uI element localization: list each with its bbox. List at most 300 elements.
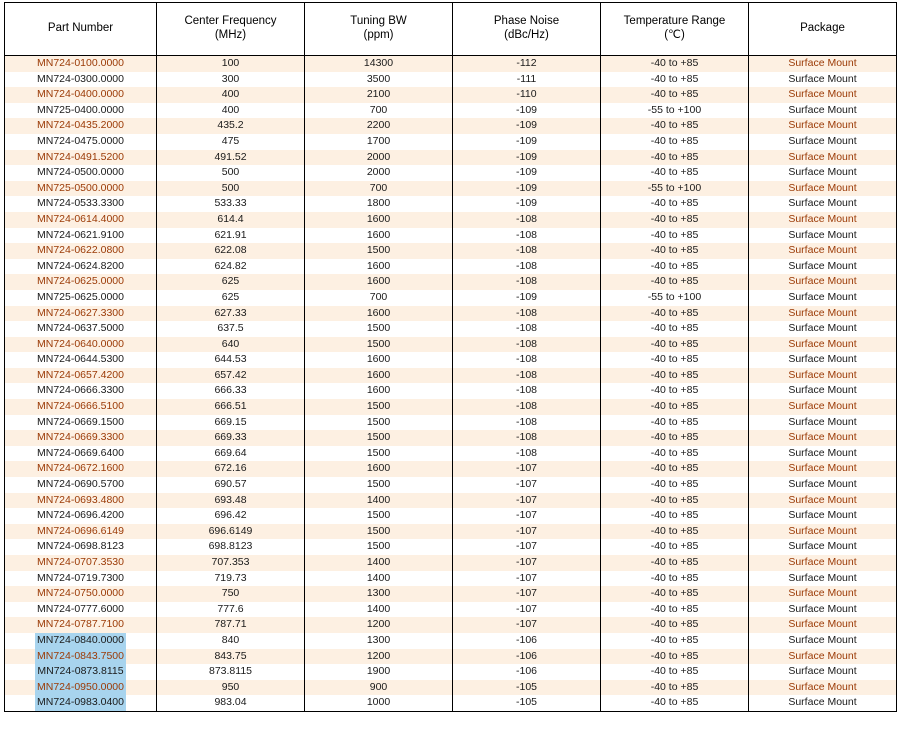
cell-temperature-range: -40 to +85 xyxy=(601,664,749,680)
cell-part-number: MN724-0400.0000 xyxy=(5,87,157,103)
table-row[interactable] xyxy=(5,555,897,571)
table-header-row xyxy=(5,3,897,56)
cell-tuning-bw: 3500 xyxy=(305,72,453,88)
table-row[interactable] xyxy=(5,399,897,415)
cell-center-frequency: 696.6149 xyxy=(157,524,305,540)
cell-tuning-bw: 1600 xyxy=(305,306,453,322)
cell-center-frequency: 669.15 xyxy=(157,415,305,431)
table-row[interactable] xyxy=(5,134,897,150)
cell-temperature-range: -40 to +85 xyxy=(601,196,749,212)
cell-temperature-range: -40 to +85 xyxy=(601,165,749,181)
cell-center-frequency: 669.33 xyxy=(157,430,305,446)
cell-package: Surface Mount xyxy=(749,664,897,680)
cell-package: Surface Mount xyxy=(749,383,897,399)
column-header-center-frequency-unit: (MHz) xyxy=(214,29,247,41)
table-row[interactable] xyxy=(5,602,897,618)
table-row[interactable] xyxy=(5,633,897,649)
table-row[interactable] xyxy=(5,477,897,493)
cell-phase-noise: -108 xyxy=(453,212,601,228)
cell-part-number: MN724-0300.0000 xyxy=(5,72,157,88)
cell-center-frequency: 622.08 xyxy=(157,243,305,259)
cell-phase-noise: -107 xyxy=(453,571,601,587)
cell-part-number: MN725-0400.0000 xyxy=(5,103,157,119)
cell-temperature-range: -55 to +100 xyxy=(601,290,749,306)
cell-temperature-range: -40 to +85 xyxy=(601,586,749,602)
cell-center-frequency: 625 xyxy=(157,274,305,290)
cell-part-number: MN724-0627.3300 xyxy=(5,306,157,322)
cell-package: Surface Mount xyxy=(749,524,897,540)
cell-phase-noise: -106 xyxy=(453,633,601,649)
cell-part-number: MN724-0707.3530 xyxy=(5,555,157,571)
cell-part-number xyxy=(5,664,157,680)
highlighted-part-number: MN724-0873.8115 xyxy=(35,664,125,680)
cell-phase-noise: -105 xyxy=(453,695,601,711)
table-row[interactable] xyxy=(5,539,897,555)
table-row[interactable] xyxy=(5,290,897,306)
column-header-tuning-bw-unit: (ppm) xyxy=(363,29,394,41)
cell-tuning-bw: 700 xyxy=(305,103,453,119)
cell-part-number xyxy=(5,649,157,665)
table-row[interactable] xyxy=(5,72,897,88)
table-row[interactable] xyxy=(5,212,897,228)
cell-phase-noise: -107 xyxy=(453,586,601,602)
column-header-phase-noise xyxy=(453,3,601,56)
cell-part-number: MN724-0696.4200 xyxy=(5,508,157,524)
table-row[interactable] xyxy=(5,430,897,446)
cell-tuning-bw: 2100 xyxy=(305,87,453,103)
cell-center-frequency: 300 xyxy=(157,72,305,88)
cell-center-frequency: 719.73 xyxy=(157,571,305,587)
cell-temperature-range: -40 to +85 xyxy=(601,306,749,322)
cell-temperature-range: -40 to +85 xyxy=(601,649,749,665)
cell-tuning-bw: 1500 xyxy=(305,524,453,540)
cell-tuning-bw: 1200 xyxy=(305,617,453,633)
cell-temperature-range: -40 to +85 xyxy=(601,337,749,353)
cell-temperature-range: -40 to +85 xyxy=(601,56,749,72)
table-row[interactable] xyxy=(5,321,897,337)
cell-temperature-range: -55 to +100 xyxy=(601,103,749,119)
cell-part-number: MN724-0640.0000 xyxy=(5,337,157,353)
table-row[interactable] xyxy=(5,664,897,680)
cell-center-frequency: 672.16 xyxy=(157,461,305,477)
cell-package: Surface Mount xyxy=(749,321,897,337)
cell-center-frequency: 873.8115 xyxy=(157,664,305,680)
cell-package: Surface Mount xyxy=(749,508,897,524)
cell-phase-noise: -109 xyxy=(453,290,601,306)
cell-part-number: MN725-0500.0000 xyxy=(5,181,157,197)
column-header-phase-noise-unit: (dBc/Hz) xyxy=(504,29,549,41)
cell-part-number: MN724-0475.0000 xyxy=(5,134,157,150)
cell-phase-noise: -109 xyxy=(453,165,601,181)
cell-temperature-range: -40 to +85 xyxy=(601,228,749,244)
table-row[interactable] xyxy=(5,243,897,259)
cell-tuning-bw: 1400 xyxy=(305,571,453,587)
cell-package: Surface Mount xyxy=(749,586,897,602)
table-row[interactable] xyxy=(5,680,897,696)
cell-part-number: MN724-0533.3300 xyxy=(5,196,157,212)
cell-phase-noise: -108 xyxy=(453,446,601,462)
cell-package: Surface Mount xyxy=(749,477,897,493)
cell-part-number: MN724-0787.7100 xyxy=(5,617,157,633)
cell-phase-noise: -107 xyxy=(453,493,601,509)
table-row[interactable] xyxy=(5,586,897,602)
cell-tuning-bw: 1500 xyxy=(305,321,453,337)
cell-phase-noise: -107 xyxy=(453,461,601,477)
cell-part-number: MN724-0666.5100 xyxy=(5,399,157,415)
cell-phase-noise: -108 xyxy=(453,306,601,322)
highlighted-part-number: MN724-0950.0000 xyxy=(35,680,126,696)
cell-temperature-range: -40 to +85 xyxy=(601,321,749,337)
cell-package: Surface Mount xyxy=(749,695,897,711)
cell-phase-noise: -107 xyxy=(453,555,601,571)
table-row[interactable] xyxy=(5,306,897,322)
cell-temperature-range: -40 to +85 xyxy=(601,352,749,368)
cell-phase-noise: -109 xyxy=(453,134,601,150)
cell-temperature-range: -40 to +85 xyxy=(601,368,749,384)
cell-package: Surface Mount xyxy=(749,290,897,306)
cell-tuning-bw: 1500 xyxy=(305,243,453,259)
cell-package: Surface Mount xyxy=(749,228,897,244)
cell-package: Surface Mount xyxy=(749,649,897,665)
table-row[interactable] xyxy=(5,649,897,665)
table-row[interactable] xyxy=(5,118,897,134)
cell-temperature-range: -40 to +85 xyxy=(601,539,749,555)
cell-tuning-bw: 2200 xyxy=(305,118,453,134)
cell-part-number: MN724-0500.0000 xyxy=(5,165,157,181)
table-row[interactable] xyxy=(5,196,897,212)
column-header-part-number xyxy=(5,3,157,56)
cell-package: Surface Mount xyxy=(749,446,897,462)
table-row[interactable] xyxy=(5,368,897,384)
table-row[interactable] xyxy=(5,461,897,477)
column-header-tuning-bw-title: Tuning BW xyxy=(350,15,407,28)
cell-tuning-bw: 1500 xyxy=(305,446,453,462)
cell-phase-noise: -106 xyxy=(453,664,601,680)
table-row[interactable] xyxy=(5,56,897,72)
cell-part-number: MN724-0100.0000 xyxy=(5,56,157,72)
cell-tuning-bw: 700 xyxy=(305,290,453,306)
cell-temperature-range: -40 to +85 xyxy=(601,87,749,103)
cell-phase-noise: -108 xyxy=(453,337,601,353)
cell-part-number xyxy=(5,695,157,711)
cell-package: Surface Mount xyxy=(749,617,897,633)
table-row[interactable] xyxy=(5,383,897,399)
cell-center-frequency: 400 xyxy=(157,103,305,119)
cell-package: Surface Mount xyxy=(749,87,897,103)
cell-part-number: MN724-0719.7300 xyxy=(5,571,157,587)
cell-phase-noise: -108 xyxy=(453,415,601,431)
column-header-package xyxy=(749,3,897,56)
table-row[interactable] xyxy=(5,150,897,166)
cell-part-number: MN724-0625.0000 xyxy=(5,274,157,290)
cell-part-number xyxy=(5,633,157,649)
cell-package: Surface Mount xyxy=(749,150,897,166)
cell-tuning-bw: 1500 xyxy=(305,415,453,431)
cell-package: Surface Mount xyxy=(749,493,897,509)
cell-tuning-bw: 2000 xyxy=(305,150,453,166)
cell-part-number: MN725-0625.0000 xyxy=(5,290,157,306)
cell-center-frequency: 843.75 xyxy=(157,649,305,665)
cell-tuning-bw: 1700 xyxy=(305,134,453,150)
cell-tuning-bw: 1600 xyxy=(305,352,453,368)
cell-package: Surface Mount xyxy=(749,368,897,384)
cell-tuning-bw: 1500 xyxy=(305,337,453,353)
cell-center-frequency: 698.8123 xyxy=(157,539,305,555)
cell-tuning-bw: 1400 xyxy=(305,602,453,618)
cell-center-frequency: 500 xyxy=(157,181,305,197)
column-header-package-title: Package xyxy=(800,22,845,35)
cell-tuning-bw: 1400 xyxy=(305,493,453,509)
cell-phase-noise: -110 xyxy=(453,87,601,103)
column-header-temperature-range-title: Temperature Range xyxy=(623,15,726,28)
cell-tuning-bw: 2000 xyxy=(305,165,453,181)
table-row[interactable] xyxy=(5,274,897,290)
cell-part-number xyxy=(5,680,157,696)
cell-package: Surface Mount xyxy=(749,415,897,431)
cell-part-number: MN724-0669.3300 xyxy=(5,430,157,446)
cell-package: Surface Mount xyxy=(749,118,897,134)
cell-phase-noise: -107 xyxy=(453,602,601,618)
cell-package: Surface Mount xyxy=(749,259,897,275)
cell-package: Surface Mount xyxy=(749,555,897,571)
cell-phase-noise: -108 xyxy=(453,383,601,399)
cell-package: Surface Mount xyxy=(749,72,897,88)
cell-package: Surface Mount xyxy=(749,337,897,353)
cell-part-number: MN724-0637.5000 xyxy=(5,321,157,337)
cell-temperature-range: -40 to +85 xyxy=(601,617,749,633)
cell-package: Surface Mount xyxy=(749,602,897,618)
cell-phase-noise: -107 xyxy=(453,524,601,540)
cell-tuning-bw: 1300 xyxy=(305,586,453,602)
cell-phase-noise: -107 xyxy=(453,539,601,555)
cell-phase-noise: -108 xyxy=(453,399,601,415)
cell-center-frequency: 475 xyxy=(157,134,305,150)
table-header xyxy=(5,3,897,56)
cell-part-number: MN724-0491.5200 xyxy=(5,150,157,166)
cell-temperature-range: -40 to +85 xyxy=(601,477,749,493)
cell-part-number: MN724-0690.5700 xyxy=(5,477,157,493)
column-header-phase-noise-title: Phase Noise xyxy=(493,15,560,28)
cell-tuning-bw: 1000 xyxy=(305,695,453,711)
cell-center-frequency: 750 xyxy=(157,586,305,602)
cell-part-number: MN724-0614.4000 xyxy=(5,212,157,228)
table-row[interactable] xyxy=(5,446,897,462)
cell-center-frequency: 777.6 xyxy=(157,602,305,618)
cell-package: Surface Mount xyxy=(749,633,897,649)
column-header-part-number-title: Part Number xyxy=(47,22,114,35)
cell-tuning-bw: 1800 xyxy=(305,196,453,212)
cell-center-frequency: 690.57 xyxy=(157,477,305,493)
cell-temperature-range: -40 to +85 xyxy=(601,383,749,399)
table-row[interactable] xyxy=(5,508,897,524)
cell-temperature-range: -40 to +85 xyxy=(601,633,749,649)
cell-center-frequency: 621.91 xyxy=(157,228,305,244)
cell-temperature-range: -40 to +85 xyxy=(601,72,749,88)
column-header-temperature-range-unit: (℃) xyxy=(664,29,685,41)
cell-temperature-range: -40 to +85 xyxy=(601,524,749,540)
cell-temperature-range: -40 to +85 xyxy=(601,243,749,259)
cell-tuning-bw: 1600 xyxy=(305,274,453,290)
table-row[interactable] xyxy=(5,165,897,181)
cell-package: Surface Mount xyxy=(749,680,897,696)
cell-center-frequency: 657.42 xyxy=(157,368,305,384)
cell-center-frequency: 840 xyxy=(157,633,305,649)
cell-center-frequency: 787.71 xyxy=(157,617,305,633)
column-header-center-frequency xyxy=(157,3,305,56)
cell-tuning-bw: 1600 xyxy=(305,383,453,399)
cell-package: Surface Mount xyxy=(749,399,897,415)
highlighted-part-number: MN724-0840.0000 xyxy=(35,633,126,649)
cell-phase-noise: -108 xyxy=(453,321,601,337)
cell-package: Surface Mount xyxy=(749,196,897,212)
cell-phase-noise: -108 xyxy=(453,430,601,446)
cell-center-frequency: 666.33 xyxy=(157,383,305,399)
table-row[interactable] xyxy=(5,695,897,711)
cell-phase-noise: -108 xyxy=(453,274,601,290)
table-row[interactable] xyxy=(5,103,897,119)
cell-center-frequency: 644.53 xyxy=(157,352,305,368)
cell-tuning-bw: 1500 xyxy=(305,539,453,555)
cell-part-number: MN724-0698.8123 xyxy=(5,539,157,555)
table-row[interactable] xyxy=(5,228,897,244)
cell-center-frequency: 693.48 xyxy=(157,493,305,509)
cell-package: Surface Mount xyxy=(749,212,897,228)
cell-temperature-range: -40 to +85 xyxy=(601,150,749,166)
highlighted-part-number: MN724-0843.7500 xyxy=(35,649,126,665)
cell-phase-noise: -105 xyxy=(453,680,601,696)
cell-package: Surface Mount xyxy=(749,461,897,477)
cell-part-number: MN724-0666.3300 xyxy=(5,383,157,399)
cell-part-number: MN724-0696.6149 xyxy=(5,524,157,540)
cell-center-frequency: 491.52 xyxy=(157,150,305,166)
table-row[interactable] xyxy=(5,337,897,353)
table-row[interactable] xyxy=(5,415,897,431)
cell-part-number: MN724-0624.8200 xyxy=(5,259,157,275)
cell-package: Surface Mount xyxy=(749,274,897,290)
table-row[interactable] xyxy=(5,524,897,540)
cell-tuning-bw: 1600 xyxy=(305,461,453,477)
cell-phase-noise: -112 xyxy=(453,56,601,72)
cell-center-frequency: 666.51 xyxy=(157,399,305,415)
part-selection-table xyxy=(4,2,897,712)
cell-phase-noise: -107 xyxy=(453,477,601,493)
cell-temperature-range: -40 to +85 xyxy=(601,259,749,275)
cell-phase-noise: -107 xyxy=(453,508,601,524)
cell-tuning-bw: 1500 xyxy=(305,477,453,493)
cell-center-frequency: 669.64 xyxy=(157,446,305,462)
cell-center-frequency: 983.04 xyxy=(157,695,305,711)
cell-center-frequency: 533.33 xyxy=(157,196,305,212)
cell-center-frequency: 637.5 xyxy=(157,321,305,337)
cell-phase-noise: -108 xyxy=(453,243,601,259)
cell-part-number: MN724-0750.0000 xyxy=(5,586,157,602)
cell-temperature-range: -40 to +85 xyxy=(601,399,749,415)
table-row[interactable] xyxy=(5,259,897,275)
cell-center-frequency: 400 xyxy=(157,87,305,103)
cell-temperature-range: -40 to +85 xyxy=(601,680,749,696)
cell-tuning-bw: 14300 xyxy=(305,56,453,72)
cell-temperature-range: -40 to +85 xyxy=(601,602,749,618)
cell-temperature-range: -40 to +85 xyxy=(601,461,749,477)
cell-package: Surface Mount xyxy=(749,103,897,119)
cell-phase-noise: -109 xyxy=(453,150,601,166)
cell-phase-noise: -108 xyxy=(453,259,601,275)
cell-temperature-range: -40 to +85 xyxy=(601,555,749,571)
cell-tuning-bw: 1400 xyxy=(305,555,453,571)
cell-package: Surface Mount xyxy=(749,165,897,181)
cell-part-number: MN724-0622.0800 xyxy=(5,243,157,259)
cell-tuning-bw: 1600 xyxy=(305,368,453,384)
table-row[interactable] xyxy=(5,617,897,633)
cell-package: Surface Mount xyxy=(749,56,897,72)
cell-temperature-range: -40 to +85 xyxy=(601,118,749,134)
cell-part-number: MN724-0621.9100 xyxy=(5,228,157,244)
cell-part-number: MN724-0693.4800 xyxy=(5,493,157,509)
highlighted-part-number: MN724-0983.0400 xyxy=(35,695,126,711)
table-row[interactable] xyxy=(5,352,897,368)
cell-package: Surface Mount xyxy=(749,571,897,587)
cell-center-frequency: 640 xyxy=(157,337,305,353)
cell-temperature-range: -40 to +85 xyxy=(601,508,749,524)
cell-temperature-range: -40 to +85 xyxy=(601,446,749,462)
cell-center-frequency: 500 xyxy=(157,165,305,181)
cell-center-frequency: 100 xyxy=(157,56,305,72)
table-row[interactable] xyxy=(5,571,897,587)
cell-temperature-range: -40 to +85 xyxy=(601,212,749,228)
cell-center-frequency: 950 xyxy=(157,680,305,696)
cell-tuning-bw: 1500 xyxy=(305,399,453,415)
table-row[interactable] xyxy=(5,493,897,509)
cell-package: Surface Mount xyxy=(749,539,897,555)
cell-part-number: MN724-0669.1500 xyxy=(5,415,157,431)
cell-package: Surface Mount xyxy=(749,243,897,259)
cell-temperature-range: -40 to +85 xyxy=(601,695,749,711)
cell-center-frequency: 707.353 xyxy=(157,555,305,571)
cell-temperature-range: -40 to +85 xyxy=(601,274,749,290)
cell-part-number: MN724-0435.2000 xyxy=(5,118,157,134)
cell-phase-noise: -108 xyxy=(453,368,601,384)
cell-phase-noise: -108 xyxy=(453,228,601,244)
cell-tuning-bw: 1300 xyxy=(305,633,453,649)
cell-tuning-bw: 1500 xyxy=(305,508,453,524)
cell-phase-noise: -106 xyxy=(453,649,601,665)
cell-center-frequency: 435.2 xyxy=(157,118,305,134)
cell-phase-noise: -109 xyxy=(453,181,601,197)
cell-phase-noise: -109 xyxy=(453,118,601,134)
cell-part-number: MN724-0777.6000 xyxy=(5,602,157,618)
cell-package: Surface Mount xyxy=(749,306,897,322)
cell-phase-noise: -107 xyxy=(453,617,601,633)
cell-tuning-bw: 1500 xyxy=(305,430,453,446)
cell-phase-noise: -111 xyxy=(453,72,601,88)
cell-part-number: MN724-0657.4200 xyxy=(5,368,157,384)
table-body xyxy=(5,56,897,712)
column-header-temperature-range xyxy=(601,3,749,56)
cell-phase-noise: -109 xyxy=(453,196,601,212)
cell-center-frequency: 627.33 xyxy=(157,306,305,322)
cell-temperature-range: -40 to +85 xyxy=(601,571,749,587)
cell-tuning-bw: 1900 xyxy=(305,664,453,680)
cell-tuning-bw: 1600 xyxy=(305,212,453,228)
column-header-tuning-bw xyxy=(305,3,453,56)
table-row[interactable] xyxy=(5,181,897,197)
cell-center-frequency: 625 xyxy=(157,290,305,306)
table-row[interactable] xyxy=(5,87,897,103)
cell-tuning-bw: 1600 xyxy=(305,259,453,275)
cell-part-number: MN724-0669.6400 xyxy=(5,446,157,462)
cell-tuning-bw: 900 xyxy=(305,680,453,696)
cell-center-frequency: 696.42 xyxy=(157,508,305,524)
